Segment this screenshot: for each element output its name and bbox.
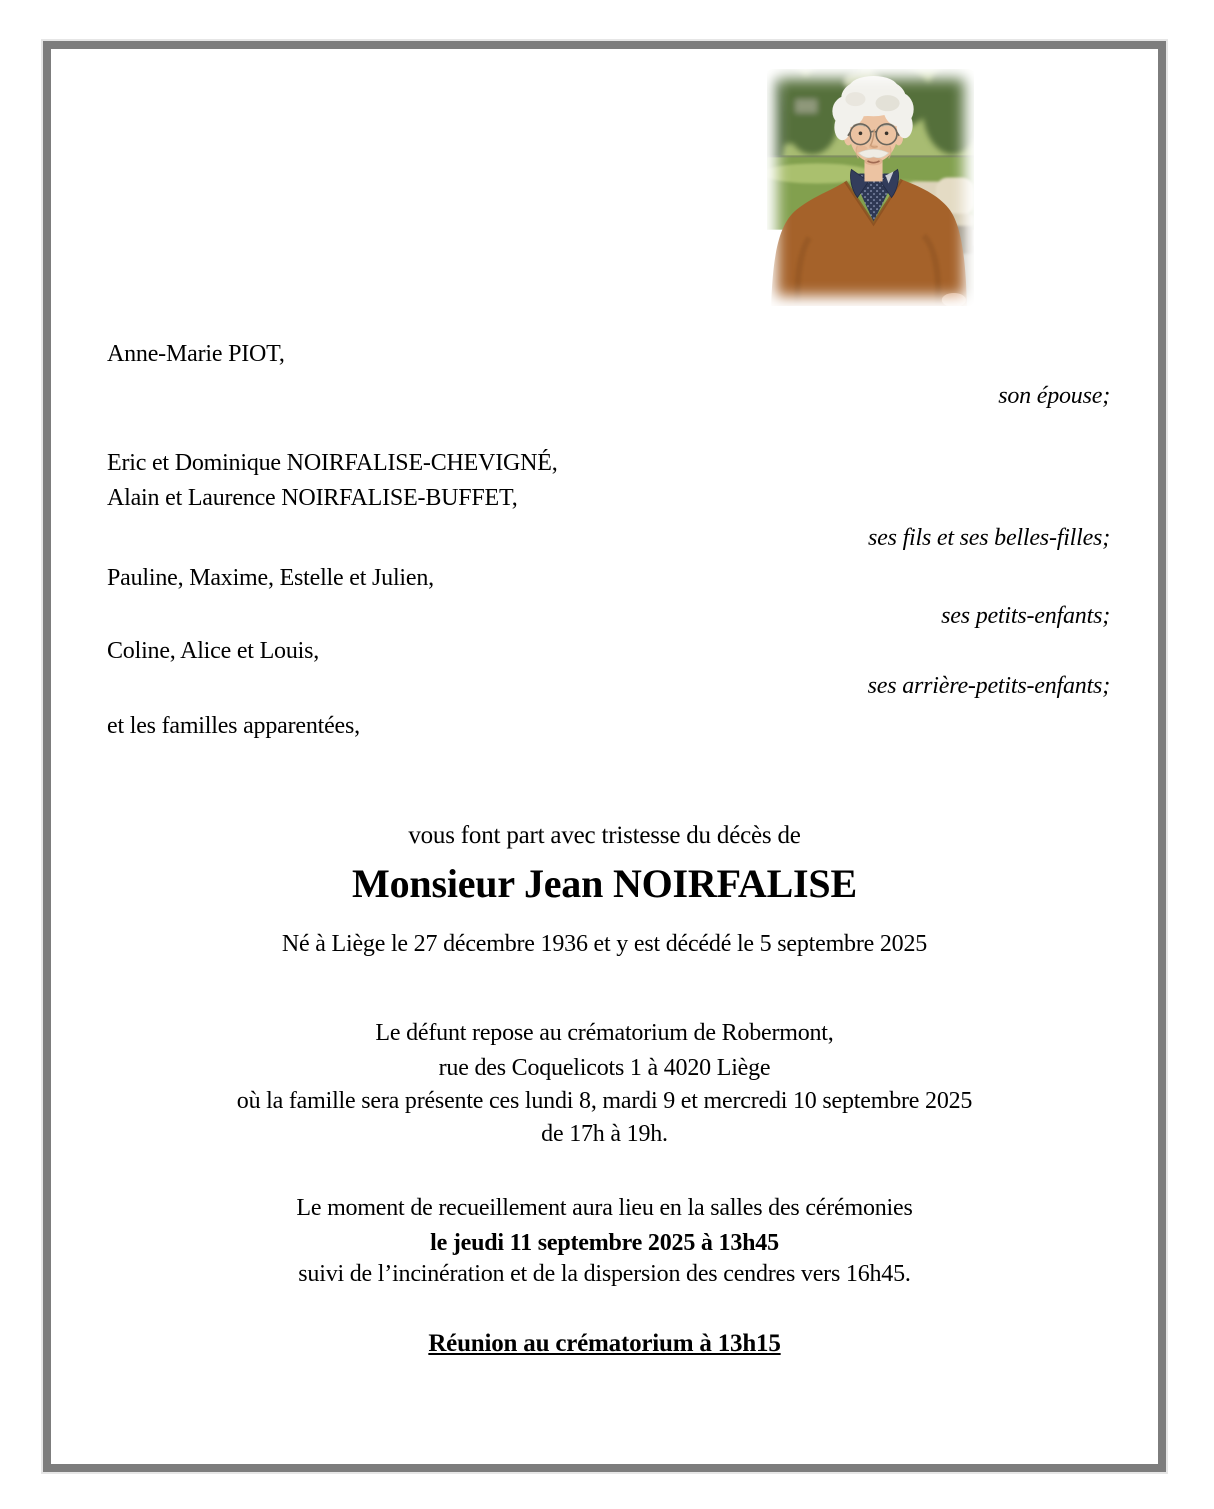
deceased-name: Monsieur Jean NOIRFALISE [352, 861, 857, 906]
family-line-son-2: Alain et Laurence NOIRFALISE-BUFFET, [107, 485, 518, 511]
family-relation-great-grandchildren: ses arrière-petits-enfants; [867, 673, 1110, 699]
family-relation-sons: ses fils et ses belles-filles; [868, 525, 1110, 551]
announcement-intro: vous font part avec tristesse du décès de [408, 822, 801, 849]
family-line-great-grandchildren: Coline, Alice et Louis, [107, 638, 320, 664]
family-line-related-families: et les familles apparentées, [107, 713, 360, 739]
ceremony-cremation-line: suivi de l’incinération et de la dispersion des cendres vers 16h45. [298, 1261, 911, 1287]
family-relation-grandchildren: ses petits-enfants; [941, 603, 1110, 629]
meeting-line: Réunion au crématorium à 13h15 [428, 1330, 781, 1357]
life-dates: Né à Liège le 27 décembre 1936 et y est décédé le 5 septembre 2025 [281, 931, 928, 957]
repose-visiting-days-line: où la famille sera présente ces lundi 8, mardi 9 et mercredi 10 septembre 2025 [236, 1088, 973, 1114]
family-relation-spouse: son épouse; [998, 383, 1110, 409]
repose-location-line: Le défunt repose au crématorium de Robermont, [375, 1020, 834, 1046]
repose-address-line: rue des Coquelicots 1 à 4020 Liège [438, 1055, 771, 1081]
ceremony-location-line: Le moment de recueillement aura lieu en la salles des cérémonies [296, 1195, 913, 1221]
repose-visiting-hours-line: de 17h à 19h. [541, 1121, 668, 1147]
ceremony-date-line: le jeudi 11 septembre 2025 à 13h45 [430, 1230, 779, 1256]
family-line-spouse-name: Anne-Marie PIOT, [107, 341, 285, 367]
portrait-photo-illustration [767, 69, 974, 306]
family-line-son-1: Eric et Dominique NOIRFALISE-CHEVIGNÉ, [107, 450, 558, 476]
portrait-photo [767, 69, 974, 306]
family-line-grandchildren: Pauline, Maxime, Estelle et Julien, [107, 565, 434, 591]
